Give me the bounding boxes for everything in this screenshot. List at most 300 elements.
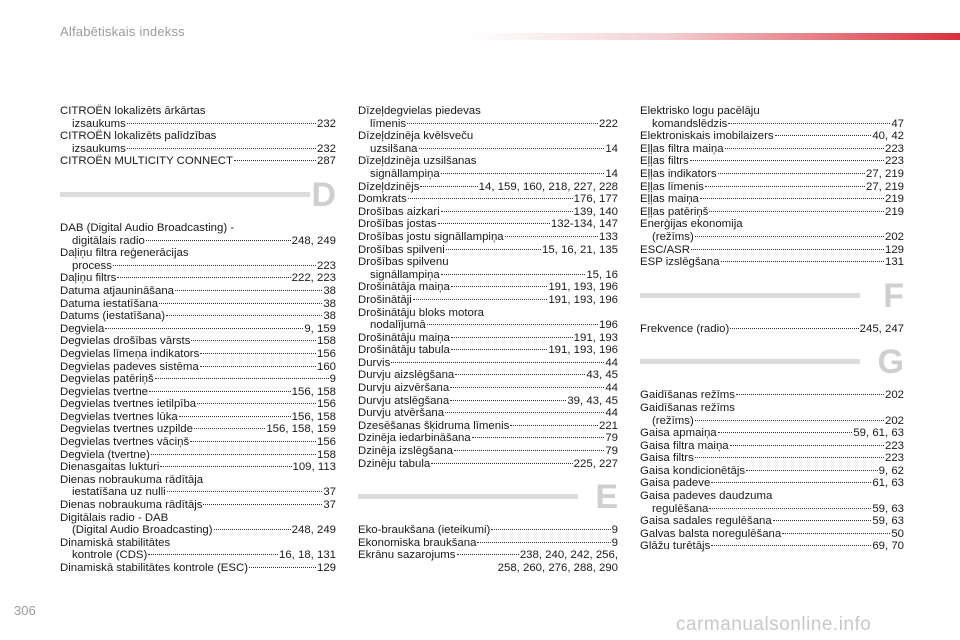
index-entry [640,155,904,168]
dot-leader [450,387,604,388]
entry-term: process [72,259,112,272]
section-divider [640,359,860,364]
page-header-title: Alfabētiskais indekss [60,24,185,39]
dot-leader [105,328,303,329]
entry-line [60,130,336,143]
entry-row [358,445,618,458]
entry-pages: 156 [316,398,336,411]
entry-term: Dienas nobraukuma rādītāja [60,473,204,486]
entry-pages: 79 [605,445,618,458]
entry-pages: 222 [598,117,618,130]
entry-pages: 223 [316,259,336,272]
entry-term: Degvielas patēriņš [60,373,154,386]
entry-term: Gaidīšanas režīms [640,389,735,402]
entry-term: regulēšana [652,502,709,515]
entry-term: Eļļas maiņa [640,193,699,206]
index-entry [60,373,336,386]
entry-pages: 191, 193, 196 [548,293,618,306]
index-entry [60,298,336,311]
index-entry [60,155,336,168]
index-entry [60,562,336,575]
entry-pages: 59, 63 [872,515,904,528]
entry-pages: 27, 219 [865,167,904,180]
dot-leader [408,198,573,199]
dot-leader [179,416,291,417]
entry-line [60,105,336,118]
entry-row [640,155,904,168]
entry-pages: 38 [323,297,336,310]
entry-pages: 191, 193 [573,331,618,344]
dot-leader [690,160,884,161]
entry-pages: 9 [611,524,618,537]
entry-term: Dzinēja izslēgšana [358,445,453,458]
index-entry [60,222,336,247]
entry-term: Dzinēja iedarbināšana [358,432,471,445]
dot-leader [736,394,884,395]
entry-pages: 61, 63 [872,477,904,490]
entry-row [640,181,904,194]
entry-row [640,415,904,428]
entry-pages: 15, 16 [586,268,618,281]
entry-term: ESP izslēgšana [640,256,720,269]
entry-row [60,486,336,499]
dot-leader [151,454,316,455]
entry-row [60,386,336,399]
entry-pages: 245, 247 [859,322,904,335]
entry-pages-continued [358,562,618,575]
dot-leader [200,353,316,354]
entry-row [358,332,618,345]
entry-row [60,323,336,336]
entry-term: Eļļas līmenis [640,180,704,193]
dot-leader [695,457,884,458]
entry-term: Elektrisko logu pacēlāju [640,105,760,117]
entry-term: Dīzeļdzinējs [358,180,420,193]
dot-leader [451,337,573,338]
dot-leader [773,520,872,521]
entry-pages: 238, 240, 242, 256, [519,549,618,562]
entry-row [60,373,336,386]
entry-row [640,515,904,528]
dot-leader [441,211,573,212]
index-entry [60,361,336,374]
dot-leader [505,236,598,237]
entry-pages: 223 [884,439,904,452]
index-entry [640,244,904,257]
entry-pages: 191, 193, 196 [548,344,618,357]
entry-term: Degvielas tvertnes uzpilde [60,423,193,436]
dot-leader [730,328,858,329]
entry-term: Drošinātāja maiņa [358,281,450,294]
index-entry [358,332,618,345]
entry-row [640,528,904,541]
dot-leader [445,412,604,413]
entry-term: Durvju aizvēršana [358,382,450,395]
index-entry [358,244,618,257]
entry-term: (Digital Audio Broadcasting) [72,524,213,537]
entry-term: Dienas nobraukuma rādītājs [60,499,203,512]
entry-term: Dīzeļdzinēja uzsilšanas [358,155,477,168]
entry-row [60,335,336,348]
entry-term: (režīms) [652,414,694,427]
index-entry [640,168,904,181]
entry-line [640,490,904,503]
dot-leader [477,542,610,543]
entry-pages: 158 [316,335,336,348]
entry-term: ESC/ASR [640,243,691,256]
entry-pages: 223 [884,155,904,168]
entry-term: Eļļas filtrs [640,155,689,168]
index-entry [358,181,618,194]
entry-row [640,389,904,402]
entry-term: Durvis [358,356,391,369]
entry-pages: 156, 158, 159 [266,423,336,436]
entry-term: digitālais radio [72,234,145,247]
index-entry [358,420,618,433]
index-entry [640,105,904,130]
index-entry [640,540,904,553]
entry-row [60,398,336,411]
dot-leader [190,441,316,442]
entry-term: Gaisa kondicionētājs [640,464,746,477]
dot-leader [775,135,872,136]
entry-line [60,537,336,550]
entry-row [60,143,336,156]
dot-leader [160,466,291,467]
entry-term: komandslēdzis [652,117,728,130]
index-entry [358,382,618,395]
dot-leader [457,554,519,555]
section-letter: G [877,343,904,382]
entry-row [60,361,336,374]
entry-pages: 50 [891,527,904,540]
dot-leader [167,491,323,492]
dot-leader [441,274,586,275]
index-entry [358,537,618,550]
entry-term: kontrole (CDS) [72,549,148,562]
index-entry [640,490,904,515]
entry-row [358,168,618,181]
entry-line [358,307,618,320]
entry-pages: 221 [598,419,618,432]
entry-term: Gaisa filtra maiņa [640,439,729,452]
dot-leader [191,340,316,341]
dot-leader [391,362,604,363]
dot-leader [113,265,316,266]
dot-leader [420,186,477,187]
dot-leader [419,148,605,149]
entry-row [358,537,618,550]
index-entry [640,256,904,269]
index-entry [358,432,618,445]
index-entry [358,105,618,130]
dot-leader [510,425,598,426]
entry-row [640,168,904,181]
entry-pages: 225, 227 [573,457,618,470]
entry-term: Ekonomiska braukšana [358,536,477,549]
index-entry [358,294,618,307]
entry-row [358,294,618,307]
entry-row [60,285,336,298]
dot-leader [127,148,316,149]
entry-pages: 156 [316,436,336,449]
index-entry [60,323,336,336]
entry-pages: 59, 63 [872,502,904,515]
entry-row [358,231,618,244]
entry-pages: 131 [884,256,904,269]
dot-leader [446,249,541,250]
dot-leader [214,529,291,530]
entry-line [60,222,336,235]
entry-term: uzsilšana [370,142,418,155]
dot-leader [455,374,585,375]
entry-term: Elektroniskais imobilaizers [640,130,774,143]
entry-pages: 222, 223 [291,272,336,285]
index-entry [640,193,904,206]
entry-line [60,512,336,525]
entry-term: Durvju atslēgšana [358,394,450,407]
entry-row [358,432,618,445]
index-entry [358,344,618,357]
index-entry [60,423,336,436]
entry-term: Degviela (tvertne) [60,448,150,461]
entry-row [60,562,336,575]
index-entry [358,357,618,370]
dot-leader [127,123,316,124]
dot-leader [695,420,884,421]
index-entry [358,218,618,231]
entry-row [60,272,336,285]
entry-term: Dīzeļdegvielas piedevas [358,105,481,117]
dot-leader [451,349,547,350]
index-entry [60,474,336,499]
entry-row [358,181,618,194]
entry-term: Gaidīšanas režīms [640,401,735,414]
entry-term: Drošības spilvenu [358,256,449,269]
entry-term: Domkrats [358,193,407,206]
entry-term: Eko-braukšana (ieteikumi) [358,524,491,537]
entry-row [358,369,618,382]
entry-pages: 44 [605,356,618,369]
section-letter: F [883,276,904,315]
dot-leader [709,508,871,509]
entry-term: Degvielas līmeņa indikators [60,347,200,360]
entry-pages: 156, 158 [291,410,336,423]
entry-pages: 176, 177 [573,193,618,206]
entry-row [640,130,904,143]
dot-leader [451,286,548,287]
index-entry [640,528,904,541]
dot-leader [691,249,884,250]
entry-term: Eļļas indikators [640,167,717,180]
entry-pages: 9 [329,373,336,386]
entry-term: Gaisa filtrs [640,452,694,465]
entry-pages: 248, 249 [291,524,336,537]
index-entry [60,436,336,449]
entry-term: Daļiņu filtra reģenerācijas [60,247,189,260]
entry-term: Degvielas tvertnes vāciņš [60,436,190,449]
dot-leader [718,432,853,433]
entry-row [358,407,618,420]
entry-term: Drošības spilveni [358,243,445,256]
entry-term: Datuma iestatīšana [60,297,159,310]
entry-term: CITROËN MULTICITY CONNECT [60,155,233,168]
dot-leader [695,236,884,237]
index-entry [60,130,336,155]
entry-term: Durvju atvēršana [358,407,445,420]
page-number: 306 [14,603,36,618]
entry-term: iestatīšana uz nulli [72,486,166,499]
entry-term: Enerģijas ekonomija [640,218,743,231]
entry-pages: 15, 16, 21, 135 [541,243,618,256]
entry-term: Gaisa sadales regulēšana [640,515,772,528]
index-entry [640,477,904,490]
entry-term: nodalījumā [370,319,426,332]
dot-leader [166,315,322,316]
entry-term: Dzinēju tabula [358,457,431,470]
entry-row [60,118,336,131]
index-entry [358,407,618,420]
entry-line [640,105,904,118]
entry-row [60,423,336,436]
section-heading [358,480,618,524]
entry-term: Ekrānu sazarojums [358,549,456,562]
entry-row [60,155,336,168]
dot-leader [472,437,605,438]
entry-pages: 202 [884,230,904,243]
index-entry [60,512,336,537]
entry-line [640,218,904,231]
entry-pages: 43, 45 [586,369,618,382]
entry-term: Durvju aizslēgšana [358,369,455,382]
entry-pages: 132-134, 147 [550,218,618,231]
index-entry [640,402,904,427]
entry-term: Eļļas patēriņš [640,205,709,218]
entry-pages: 59, 61, 63 [853,427,904,440]
dot-leader [725,148,884,149]
index-entry [358,130,618,155]
entry-row [358,281,618,294]
entry-pages: 232 [316,117,336,130]
entry-term: Datuma atjaunināšana [60,284,174,297]
entry-pages: 129 [316,562,336,574]
entry-pages: 14 [605,142,618,155]
entry-term: Drošības aizkari [358,205,440,218]
entry-pages: 9 [611,536,618,549]
index-entry [60,386,336,399]
entry-pages: 27, 219 [865,180,904,193]
entry-pages: 133 [598,230,618,243]
index-entry [60,105,336,130]
entry-term: līmenis [370,117,407,130]
entry-row [358,319,618,332]
entry-pages: 14, 159, 160, 218, 227, 228 [478,180,618,193]
dot-leader [200,366,316,367]
watermark: carmanualsonline.info [676,614,872,635]
entry-row [640,540,904,553]
entry-pages: 219 [884,205,904,218]
dot-leader [431,463,572,464]
dot-leader [705,186,865,187]
entry-row [640,440,904,453]
entry-row [640,427,904,440]
entry-term: Degviela [60,322,105,335]
entry-row [640,118,904,131]
index-entry [358,155,618,180]
entry-pages: 38 [323,310,336,323]
entry-line [358,155,618,168]
entry-row [640,503,904,516]
entry-term: Drošinātāji [358,293,412,306]
index-entry [60,310,336,323]
entry-term: Degvielas tvertne [60,385,149,398]
dot-leader [438,223,550,224]
entry-row [60,499,336,512]
dot-leader [155,378,329,379]
entry-line [358,105,618,118]
entry-pages: 156 [316,347,336,360]
dot-leader [491,529,610,530]
dot-leader [148,554,278,555]
entry-pages: 37 [323,499,336,512]
index-entry [640,130,904,143]
index-entry [60,461,336,474]
entry-term: Degvielas drošības vārsts [60,335,191,348]
entry-row [358,549,618,562]
entry-row [358,269,618,282]
entry-pages: 9, 62 [878,464,904,477]
entry-term: Frekvence (radio) [640,322,730,335]
entry-row [358,395,618,408]
entry-pages: 232 [316,142,336,155]
entry-term: Degvielas padeves sistēma [60,360,199,373]
dot-leader [149,391,291,392]
entry-term: Glāžu turētājs [640,540,711,553]
dot-leader [441,173,605,174]
entry-term: Dinamiskā stabilitātes [60,536,171,549]
entry-pages: 14 [605,167,618,180]
entry-pages: 40, 42 [872,130,904,143]
entry-term: CITROËN lokalizēts ārkārtas [60,105,206,117]
entry-pages: 160 [316,360,336,373]
index-entry [60,247,336,272]
index-entry [358,369,618,382]
index-entry [358,395,618,408]
entry-term: Dienasgaitas lukturi [60,461,160,474]
dot-leader [454,450,604,451]
index-entry [640,218,904,243]
section-letter: E [595,478,618,517]
entry-term: Digitālais radio - DAB [60,511,169,524]
dot-leader [146,240,291,241]
index-column-1 [60,105,336,575]
index-entry [640,389,904,402]
entry-term: Drošinātāju tabula [358,344,450,357]
dot-leader [700,198,884,199]
index-entry [358,231,618,244]
entry-pages: 139, 140 [573,205,618,218]
index-entry [60,272,336,285]
entry-pages: 37 [323,486,336,499]
entry-pages: 223 [884,142,904,155]
entry-pages: 16, 18, 131 [278,549,336,562]
entry-pages: 191, 193, 196 [548,281,618,294]
dot-leader [413,299,548,300]
entry-row [60,348,336,361]
dot-leader [407,123,598,124]
entry-pages: 202 [884,389,904,402]
entry-term: izsaukums [72,142,126,155]
